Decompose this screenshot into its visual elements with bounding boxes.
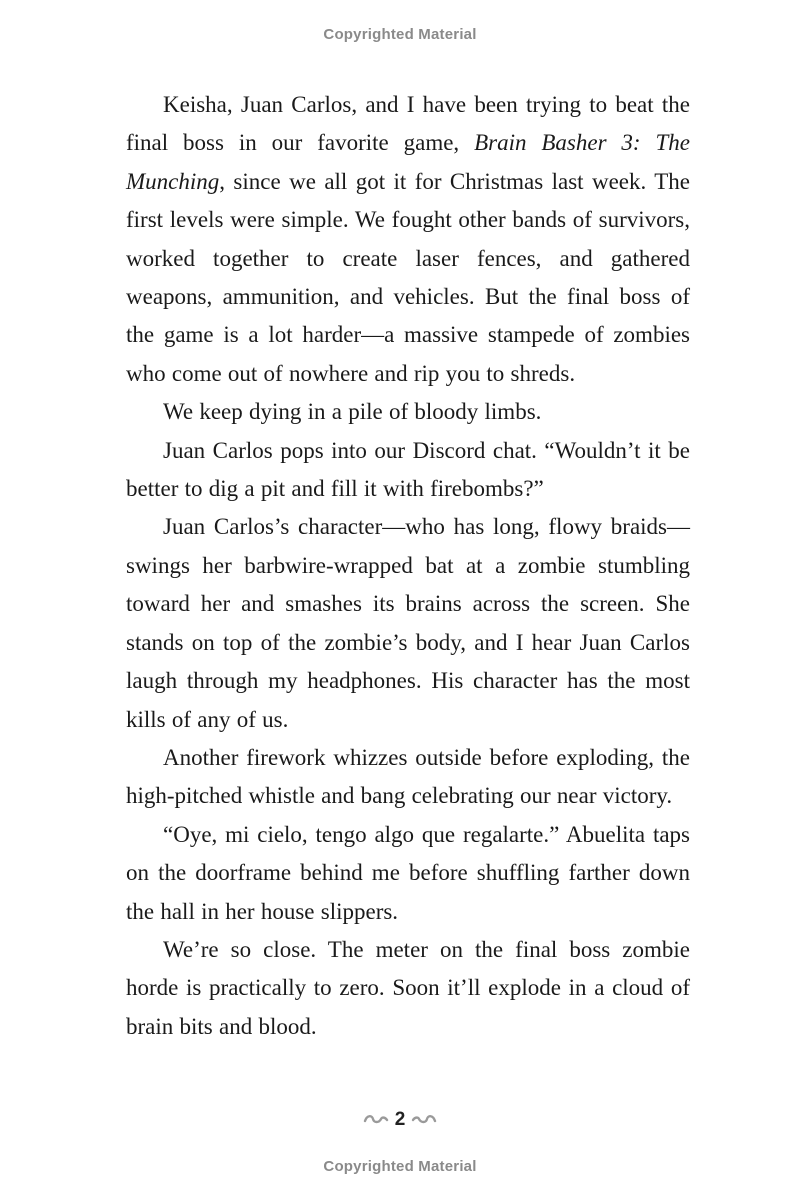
paragraph-3: Juan Carlos pops into our Discord chat. “Wouldn’t it be better to dig a pit and fill it with firebombs?” [126, 437, 690, 502]
page-folio [0, 1106, 800, 1134]
copyright-notice-top: Copyrighted Material [323, 26, 477, 43]
paragraph-1: Keisha, Juan Carlos, and I have been trying to beat the final boss in our favorite game, Brain Basher 3: The Munching, since we all got it for Christmas last week. The first levels were simple. We fought other bands of survivors, worked together to create laser fences, and gathered weapons, ammunition, and vehicles. But the final boss of the game is a lot harder—a massive stampede of zombies who come out of nowhere and rip you to shreds. [126, 92, 690, 386]
page-number: 2 [394, 1109, 406, 1130]
book-title-italic: Brain Basher 3: The Munching [126, 130, 690, 194]
paragraph-2: We keep dying in a pile of bloody limbs. [163, 399, 542, 425]
paragraph-7: We’re so close. The meter on the final boss zombie horde is practically to zero. Soon it’ll explode in a cloud of brain bits and blood. [126, 936, 690, 1039]
paragraph-4: Juan Carlos’s character—who has long, flowy braids— swings her barbwire-wrapped bat at a zombie stumbling toward her and smashes its brains across the screen. She stands on top of the zombie’s body, and I hear Juan Carlos laugh through my headphones. His character has the most kills of any of us. [126, 514, 690, 732]
swirl-ornament-left-icon [363, 1113, 389, 1127]
swirl-ornament-right-icon [411, 1113, 437, 1127]
page-body [126, 86, 690, 1046]
paragraph-5: Another firework whizzes outside before exploding, the high-pitched whistle and bang celebrating our near victory. [126, 744, 690, 809]
paragraph-6: “Oye, mi cielo, tengo algo que regalarte.” Abuelita taps on the doorframe behind me before shuffling farther down the hall in her house slippers. [126, 821, 690, 924]
copyright-notice-bottom: Copyrighted Material [323, 1158, 477, 1175]
